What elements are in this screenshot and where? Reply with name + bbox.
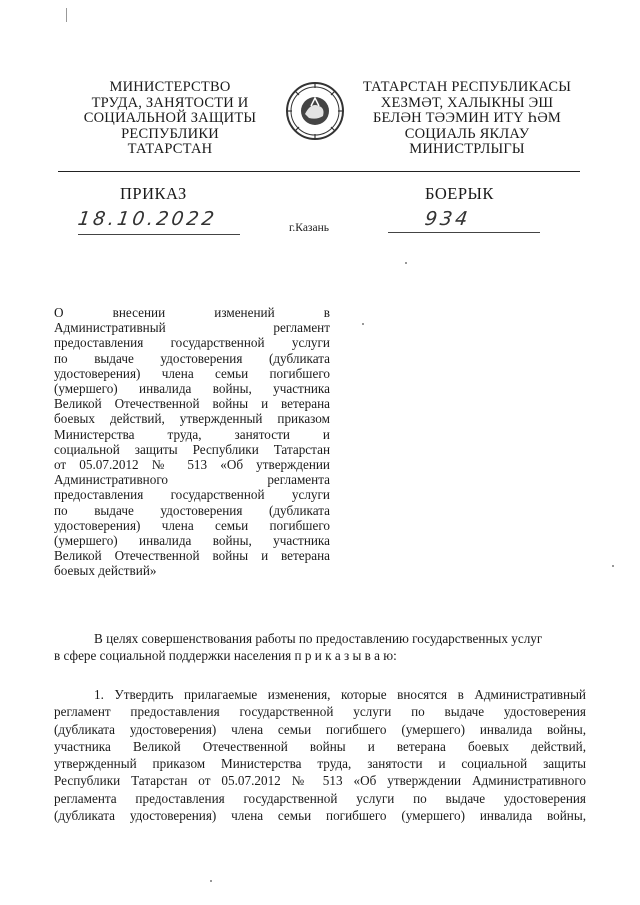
subject-line: Министерства труда, занятости и (54, 426, 330, 442)
ministry-ru-line: МИНИСТЕРСТВО (109, 79, 231, 95)
subject-line: предоставления государственной услуги (54, 487, 330, 503)
subject-line: боевых действий» (54, 563, 157, 579)
item-line: (дубликата удостоверения) члена семьи погибшего (умершего) инвалида войны, (54, 808, 586, 824)
scan-speck (612, 565, 614, 567)
order-number: 934 (423, 208, 472, 230)
subject-line: удостоверения) члена семьи погибшего (54, 517, 330, 533)
item-line: Республики Татарстан от 05.07.2012 № 513 «Об утверждении Административного (54, 773, 586, 789)
subject-line: О внесении изменений в (54, 305, 330, 320)
item-line: регламент предоставления государственной услуги по выдаче удостоверения (54, 704, 586, 720)
subject-line: (умершего) инвалида войны, участника (54, 381, 330, 397)
tatarstan-coat-of-arms-icon (285, 80, 345, 142)
scan-speck (210, 880, 212, 882)
scan-speck (362, 323, 364, 325)
order-city: г.Казань (289, 222, 329, 234)
item-line: утвержденный приказом Министерства труда, занятости и социальной защиты (54, 756, 586, 772)
item-line: регламента предоставления государственной услуги по выдаче удостоверения (54, 790, 586, 806)
ministry-ru-line: РЕСПУБЛИКИ (121, 125, 219, 142)
ministry-tt-line: МИНИСТРЛЫГЫ (409, 141, 525, 157)
preamble-line: В целях совершенствования работы по предоставлению государственных услуг (94, 631, 543, 646)
ministry-name-tt (352, 80, 582, 158)
ministry-name-ru (70, 80, 270, 158)
subject-line: от 05.07.2012 № 513 «Об утверждении (54, 457, 330, 473)
subject-line: предоставления государственной услуги (54, 335, 330, 351)
ministry-ru-line: ТАТАРСТАН (127, 141, 213, 157)
scan-speck (405, 262, 407, 264)
ministry-tt-line: БЕЛӘН ТӘЭМИН ИТҮ ҺӘМ (373, 110, 561, 126)
header-divider (58, 171, 580, 172)
subject-line: по выдаче удостоверения (дубликата (54, 350, 330, 366)
order-title-tt: БОЕРЫК (425, 184, 494, 203)
scan-mark (66, 8, 67, 22)
preamble-line: в сфере социальной поддержки населения п р и к а з ы в а ю: (54, 648, 397, 663)
item-line: 1. Утвердить прилагаемые изменения, которые вносятся в Административный (94, 687, 586, 702)
number-underline (388, 232, 540, 233)
subject-line: Великой Отечественной войны и ветерана (54, 396, 330, 412)
order-title-ru: ПРИКАЗ (120, 184, 187, 203)
subject-line: Великой Отечественной войны и ветерана (54, 548, 330, 564)
order-item-1 (54, 686, 586, 824)
subject-line: социальной защиты Республики Татарстан (54, 441, 330, 457)
ministry-tt-line: ТАТАРСТАН РЕСПУБЛИКАСЫ (362, 79, 572, 95)
subject-line: удостоверения) члена семьи погибшего (54, 365, 330, 381)
item-line: участника Великой Отечественной войны и ветерана боевых действий, (54, 738, 586, 754)
order-date: 18.10.2022 (76, 208, 219, 230)
subject-line: Административный регламент (54, 320, 330, 336)
subject-line: по выдаче удостоверения (дубликата (54, 502, 330, 518)
ministry-ru-line: ТРУДА, ЗАНЯТОСТИ И (91, 94, 249, 111)
order-preamble (54, 630, 588, 664)
subject-line: боевых действий, утвержденный приказом (54, 411, 330, 427)
ministry-tt-line: ХЕЗМӘТ, ХАЛЫКНЫ ЭШ (380, 94, 554, 111)
subject-line: (умершего) инвалида войны, участника (54, 533, 330, 549)
subject-line: Административного регламента (54, 472, 330, 488)
order-subject (54, 305, 330, 579)
ministry-tt-line: СОЦИАЛЬ ЯКЛАУ (404, 125, 530, 142)
item-line: (дубликата удостоверения) члена семьи погибшего (умершего) инвалида войны, (54, 721, 586, 737)
date-underline (78, 234, 240, 235)
ministry-ru-line: СОЦИАЛЬНОЙ ЗАЩИТЫ (83, 110, 257, 126)
